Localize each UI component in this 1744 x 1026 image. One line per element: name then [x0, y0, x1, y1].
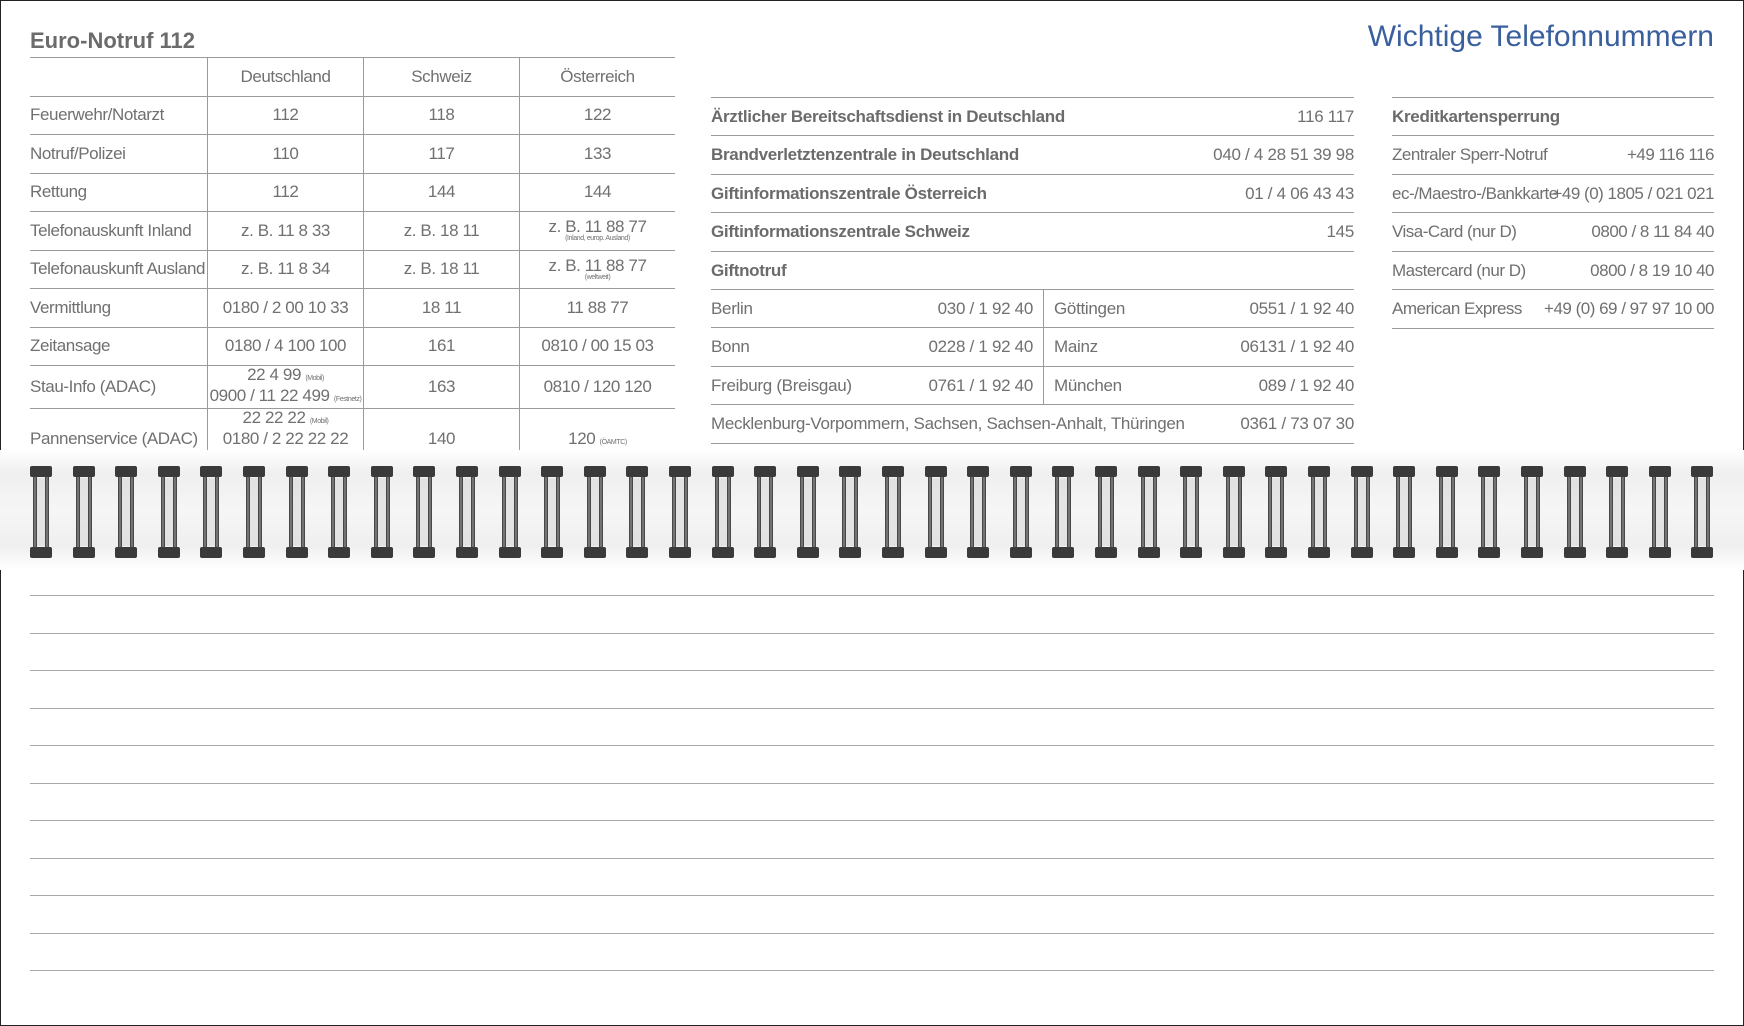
list-item: [1392, 135, 1714, 174]
giftnotruf-title: Giftnotruf: [711, 261, 787, 280]
cell-de: 112: [208, 96, 364, 135]
cell-at-value: 120: [568, 428, 596, 448]
spiral-ring: [754, 466, 776, 558]
cell-ch: 117: [364, 135, 520, 174]
cell-at: 0810 / 120 120: [520, 366, 676, 409]
list-item: [1392, 212, 1714, 251]
city-number: 089 / 1 92 40: [1258, 376, 1354, 395]
page-title: Wichtige Telefonnummern: [1367, 20, 1714, 53]
city-name: Mainz: [1054, 337, 1098, 356]
spiral-ring: [1436, 466, 1458, 558]
giftnotruf-city-right: [1054, 367, 1354, 405]
service-label: Ärztlicher Bereitschaftsdienst in Deutschland: [711, 107, 1065, 126]
cell-ch: 161: [364, 327, 520, 366]
list-item: [1392, 251, 1714, 290]
service-number: 01 / 4 06 43 43: [1245, 184, 1354, 203]
note-line: [30, 670, 1714, 671]
giftnotruf-city-right: [1054, 290, 1354, 328]
cell-de: [208, 366, 364, 409]
note-line: [30, 595, 1714, 596]
region-name: Mecklenburg-Vorpommern, Sachsen, Sachsen-Anhalt, Thüringen: [711, 414, 1185, 433]
cell-at-value: z. B. 11 88 77: [548, 217, 647, 237]
cell-de2-small: (Festnetz): [333, 396, 362, 403]
note-line: [30, 708, 1714, 709]
spiral-ring: [1393, 466, 1415, 558]
cell-at-small: (ÖAMTC): [599, 438, 627, 446]
cell-de2-value: 0900 / 11 22 499: [209, 386, 330, 405]
spiral-ring: [967, 466, 989, 558]
spiral-ring: [200, 466, 222, 558]
row-label: Telefonauskunft Inland: [30, 212, 208, 251]
table-row: [30, 135, 675, 174]
spiral-ring: [371, 466, 393, 558]
city-name: Bonn: [711, 337, 750, 356]
spiral-ring: [1606, 466, 1628, 558]
spiral-ring: [456, 466, 478, 558]
card-number: 0800 / 8 11 84 40: [1591, 222, 1714, 241]
header-cell-empty: [30, 58, 208, 97]
cell-de: 0180 / 4 100 100: [208, 327, 364, 366]
spiral-ring: [712, 466, 734, 558]
table-row: [30, 212, 675, 251]
spiral-ring: [839, 466, 861, 558]
table-row: [30, 327, 675, 366]
city-name: Göttingen: [1054, 299, 1126, 318]
city-number: 0551 / 1 92 40: [1249, 299, 1354, 318]
spiral-ring: [115, 466, 137, 558]
service-label: Giftinformationszentrale Schweiz: [711, 222, 970, 241]
euro-notruf-title: Euro-Notruf 112: [30, 28, 196, 53]
card-label: Visa-Card (nur D): [1392, 222, 1517, 241]
spiral-binding: [0, 450, 1744, 570]
cell-de: 110: [208, 135, 364, 174]
giftnotruf-region: [711, 405, 1354, 443]
header-cell-deutschland: Deutschland: [208, 58, 364, 97]
note-line: [30, 633, 1714, 634]
service-label: Giftinformationszentrale Österreich: [711, 184, 987, 203]
table-row: [30, 96, 675, 135]
cell-ch: 140: [364, 409, 520, 469]
card-number: +49 116 116: [1627, 145, 1714, 164]
region-number: 0361 / 73 07 30: [1240, 414, 1354, 433]
giftnotruf-city-left: [711, 367, 1033, 405]
note-line: [30, 895, 1714, 896]
cell-at: 144: [520, 173, 676, 212]
cell-de: z. B. 11 8 33: [208, 212, 364, 251]
list-item: [711, 135, 1354, 174]
card-number: +49 (0) 69 / 97 97 10 00: [1544, 299, 1714, 318]
spiral-ring: [73, 466, 95, 558]
city-number: 030 / 1 92 40: [937, 299, 1033, 318]
cell-de-small: (Mobil): [309, 418, 329, 425]
row-label: Zeitansage: [30, 327, 208, 366]
cell-at: 122: [520, 96, 676, 135]
cell-at-value: z. B. 11 88 77: [548, 255, 647, 275]
spiral-ring: [1564, 466, 1586, 558]
cell-ch: 144: [364, 173, 520, 212]
spiral-ring: [882, 466, 904, 558]
note-line: [30, 858, 1714, 859]
cards-title: Kreditkartensperrung: [1392, 107, 1560, 126]
city-number: 0228 / 1 92 40: [928, 337, 1033, 356]
city-name: München: [1054, 376, 1122, 395]
cell-de-line1: [208, 409, 363, 430]
table-row: [30, 173, 675, 212]
service-number: 145: [1326, 222, 1354, 241]
row-label: Telefonauskunft Ausland: [30, 250, 208, 289]
card-number: +49 (0) 1805 / 021 021: [1552, 184, 1714, 203]
cell-de-small: (Mobil): [305, 375, 324, 382]
note-line: [30, 745, 1714, 746]
giftnotruf-city-right: [1054, 328, 1354, 366]
card-label: American Express: [1392, 299, 1522, 318]
spiral-ring: [541, 466, 563, 558]
cell-at: 11 88 77: [520, 289, 676, 328]
spiral-ring: [413, 466, 435, 558]
cell-ch: 118: [364, 96, 520, 135]
cell-at: 133: [520, 135, 676, 174]
row-label: Pannenservice (ADAC): [30, 409, 208, 469]
list-item: [711, 174, 1354, 213]
cell-de: 112: [208, 173, 364, 212]
spiral-ring: [1691, 466, 1713, 558]
spiral-ring: [1308, 466, 1330, 558]
cell-de-value: 22 22 22: [242, 408, 306, 427]
row-label: Rettung: [30, 173, 208, 212]
spiral-ring: [1478, 466, 1500, 558]
list-item: [1392, 174, 1714, 213]
cell-ch: z. B. 18 11: [364, 212, 520, 251]
card-label: Mastercard (nur D): [1392, 261, 1526, 280]
spiral-ring: [1180, 466, 1202, 558]
spiral-ring: [158, 466, 180, 558]
cell-de-value: 22 4 99: [247, 365, 301, 384]
cell-at-note: (weltweit): [584, 273, 611, 281]
note-line: [30, 970, 1714, 971]
note-line: [30, 933, 1714, 934]
cell-ch: z. B. 18 11: [364, 250, 520, 289]
list-item: [711, 212, 1354, 251]
table-row: [711, 289, 1354, 328]
spiral-ring: [1223, 466, 1245, 558]
table-row: [30, 366, 675, 409]
spiral-ring: [1521, 466, 1543, 558]
cell-at: [520, 212, 676, 251]
spiral-ring: [626, 466, 648, 558]
spiral-ring: [286, 466, 308, 558]
card-label: ec-/Maestro-/Bankkarte: [1392, 184, 1558, 203]
spiral-ring: [669, 466, 691, 558]
spiral-ring: [1649, 466, 1671, 558]
card-label: Zentraler Sperr-Notruf: [1392, 145, 1548, 164]
spiral-ring: [1095, 466, 1117, 558]
spiral-ring: [1351, 466, 1373, 558]
service-label: Brandverletztenzentrale in Deutschland: [711, 145, 1019, 164]
table-row: [711, 366, 1354, 405]
giftnotruf-city-left: [711, 328, 1033, 366]
service-number: 116 117: [1297, 107, 1354, 126]
spiral-ring: [1138, 466, 1160, 558]
row-label: Feuerwehr/Notarzt: [30, 96, 208, 135]
spiral-ring: [30, 466, 52, 558]
city-name: Berlin: [711, 299, 753, 318]
header-cell-schweiz: Schweiz: [364, 58, 520, 97]
note-line: [30, 783, 1714, 784]
header-cell-oesterreich: Österreich: [520, 58, 676, 97]
spiral-ring: [1265, 466, 1287, 558]
list-item: [1392, 289, 1714, 329]
column-divider: [1043, 289, 1044, 404]
cell-de: 0180 / 2 00 10 33: [208, 289, 364, 328]
table-row: [711, 327, 1354, 366]
cell-ch: 18 11: [364, 289, 520, 328]
row-label: Notruf/Polizei: [30, 135, 208, 174]
cell-at-note: (Inland, europ. Ausland): [565, 235, 630, 243]
list-item: [711, 404, 1354, 444]
spiral-ring: [499, 466, 521, 558]
spiral-ring: [925, 466, 947, 558]
cell-de-line1: [208, 366, 363, 387]
table-header-row: [30, 58, 675, 97]
service-number: 040 / 4 28 51 39 98: [1213, 145, 1354, 164]
list-item: [711, 97, 1354, 136]
cell-ch: 163: [364, 366, 520, 409]
city-name: Freiburg (Breisgau): [711, 376, 852, 395]
cell-at: [520, 250, 676, 289]
giftnotruf-city-left: [711, 290, 1033, 328]
spiral-ring: [797, 466, 819, 558]
spiral-ring: [328, 466, 350, 558]
spiral-ring: [243, 466, 265, 558]
cell-de: z. B. 11 8 34: [208, 250, 364, 289]
spiral-ring: [584, 466, 606, 558]
euro-notruf-table: [30, 57, 675, 469]
note-line: [30, 820, 1714, 821]
cell-at: 0810 / 00 15 03: [520, 327, 676, 366]
table-row: [30, 289, 675, 328]
table-row: [30, 250, 675, 289]
city-number: 06131 / 1 92 40: [1240, 337, 1354, 356]
cell-de-line2: [208, 387, 363, 408]
cards-header: [1392, 97, 1714, 136]
giftnotruf-header: [711, 251, 1354, 290]
spiral-ring: [1052, 466, 1074, 558]
card-number: 0800 / 8 19 10 40: [1590, 261, 1714, 280]
city-number: 0761 / 1 92 40: [928, 376, 1033, 395]
cell-de2-value: 0180 / 2 22 22 22: [222, 429, 349, 448]
row-label: Vermittlung: [30, 289, 208, 328]
spiral-ring: [1010, 466, 1032, 558]
row-label: Stau-Info (ADAC): [30, 366, 208, 409]
